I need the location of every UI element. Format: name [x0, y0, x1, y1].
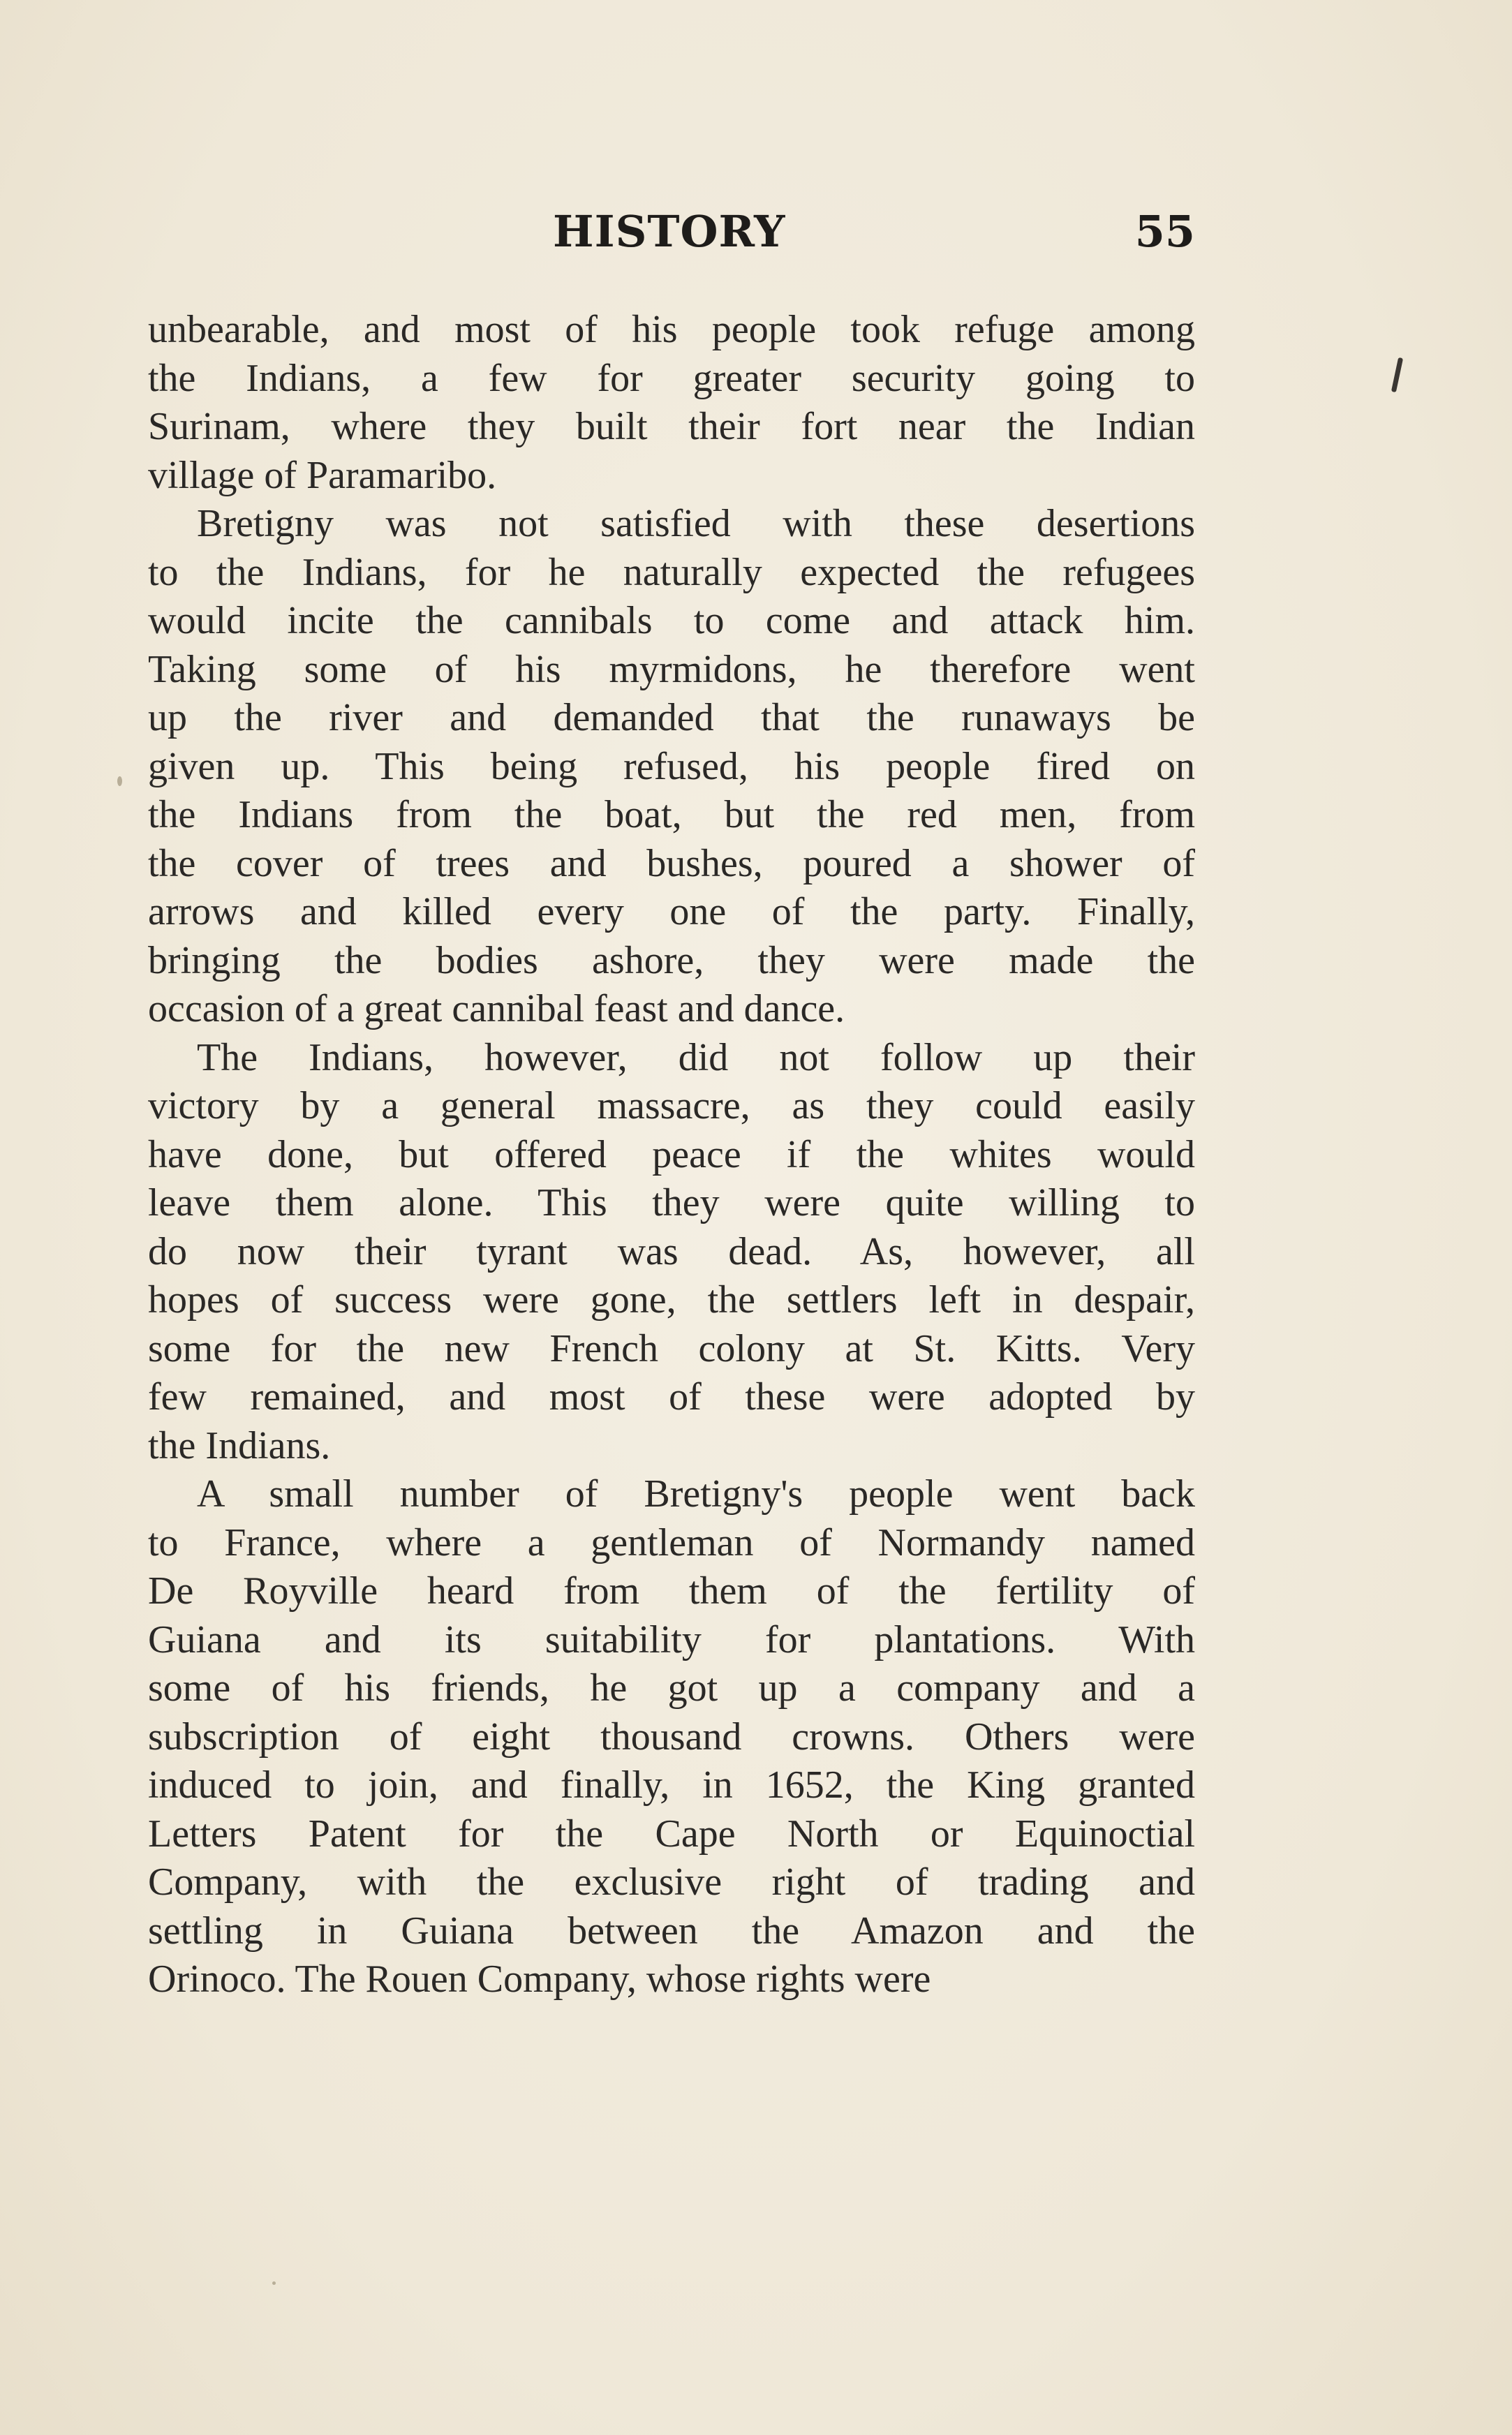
text-line: the Indians from the boat, but the red men, from	[148, 793, 1195, 836]
paragraph	[148, 1470, 1195, 2004]
text-line: Bretigny was not satisfied with these desertions	[197, 502, 1195, 545]
text-line: the Indians, a few for greater security going to	[148, 356, 1195, 400]
text-line: the cover of trees and bushes, poured a shower of	[148, 841, 1195, 885]
text-line: village of Paramaribo.	[148, 453, 497, 497]
text-line: Guiana and its suitability for plantations. With	[148, 1618, 1195, 1661]
text-line: occasion of a great cannibal feast and dance.	[148, 987, 845, 1030]
text-line: do now their tyrant was dead. As, however, all	[148, 1229, 1195, 1273]
text-line: Surinam, where they built their fort near the Indian	[148, 405, 1195, 448]
text-line: up the river and demanded that the runaways be	[148, 696, 1195, 739]
running-head: HISTORY	[553, 206, 786, 257]
text-line: to the Indians, for he naturally expected the refugees	[148, 550, 1195, 594]
text-line: De Royville heard from them of the fertility of	[148, 1569, 1195, 1613]
text-line: victory by a general massacre, as they could easily	[148, 1084, 1195, 1127]
paper-speck	[117, 776, 122, 786]
paper-speck	[272, 2281, 276, 2285]
paragraph	[148, 1034, 1195, 1471]
text-line: subscription of eight thousand crowns. Others were	[148, 1715, 1195, 1759]
text-line: would incite the cannibals to come and attack him.	[148, 599, 1195, 642]
text-line: few remained, and most of these were adopted by	[148, 1375, 1195, 1419]
body-text	[148, 306, 1195, 2004]
text-line: leave them alone. This they were quite willing to	[148, 1181, 1195, 1224]
text-line: have done, but offered peace if the whites would	[148, 1132, 1195, 1176]
text-line: to France, where a gentleman of Normandy named	[148, 1520, 1195, 1564]
text-line: given up. This being refused, his people fired on	[148, 744, 1195, 788]
paragraph	[148, 500, 1195, 1034]
text-line: arrows and killed every one of the party. Finally,	[148, 890, 1195, 933]
text-line: bringing the bodies ashore, they were made the	[148, 938, 1195, 982]
text-line: settling in Guiana between the Amazon and the	[148, 1909, 1195, 1953]
text-line: Taking some of his myrmidons, he therefore went	[148, 647, 1195, 691]
text-line: Orinoco. The Rouen Company, whose rights were	[148, 1957, 931, 2001]
text-line: hopes of success were gone, the settlers left in despair,	[148, 1278, 1195, 1322]
paragraph	[148, 306, 1195, 500]
text-line: A small number of Bretigny's people went back	[197, 1472, 1195, 1516]
text-line: induced to join, and finally, in 1652, the King granted	[148, 1763, 1195, 1807]
pencil-mark-icon	[1391, 357, 1403, 392]
page-number: 55	[1134, 206, 1195, 257]
text-line: The Indians, however, did not follow up their	[197, 1035, 1195, 1079]
text-line: unbearable, and most of his people took refuge among	[148, 308, 1195, 351]
text-line: Letters Patent for the Cape North or Equinoctial	[148, 1812, 1195, 1856]
text-line: Company, with the exclusive right of trading and	[148, 1860, 1195, 1904]
text-line: some for the new French colony at St. Kitts. Very	[148, 1326, 1195, 1370]
page-header	[148, 206, 1195, 269]
text-line: some of his friends, he got up a company and a	[148, 1666, 1195, 1710]
text-line: the Indians.	[148, 1423, 331, 1467]
